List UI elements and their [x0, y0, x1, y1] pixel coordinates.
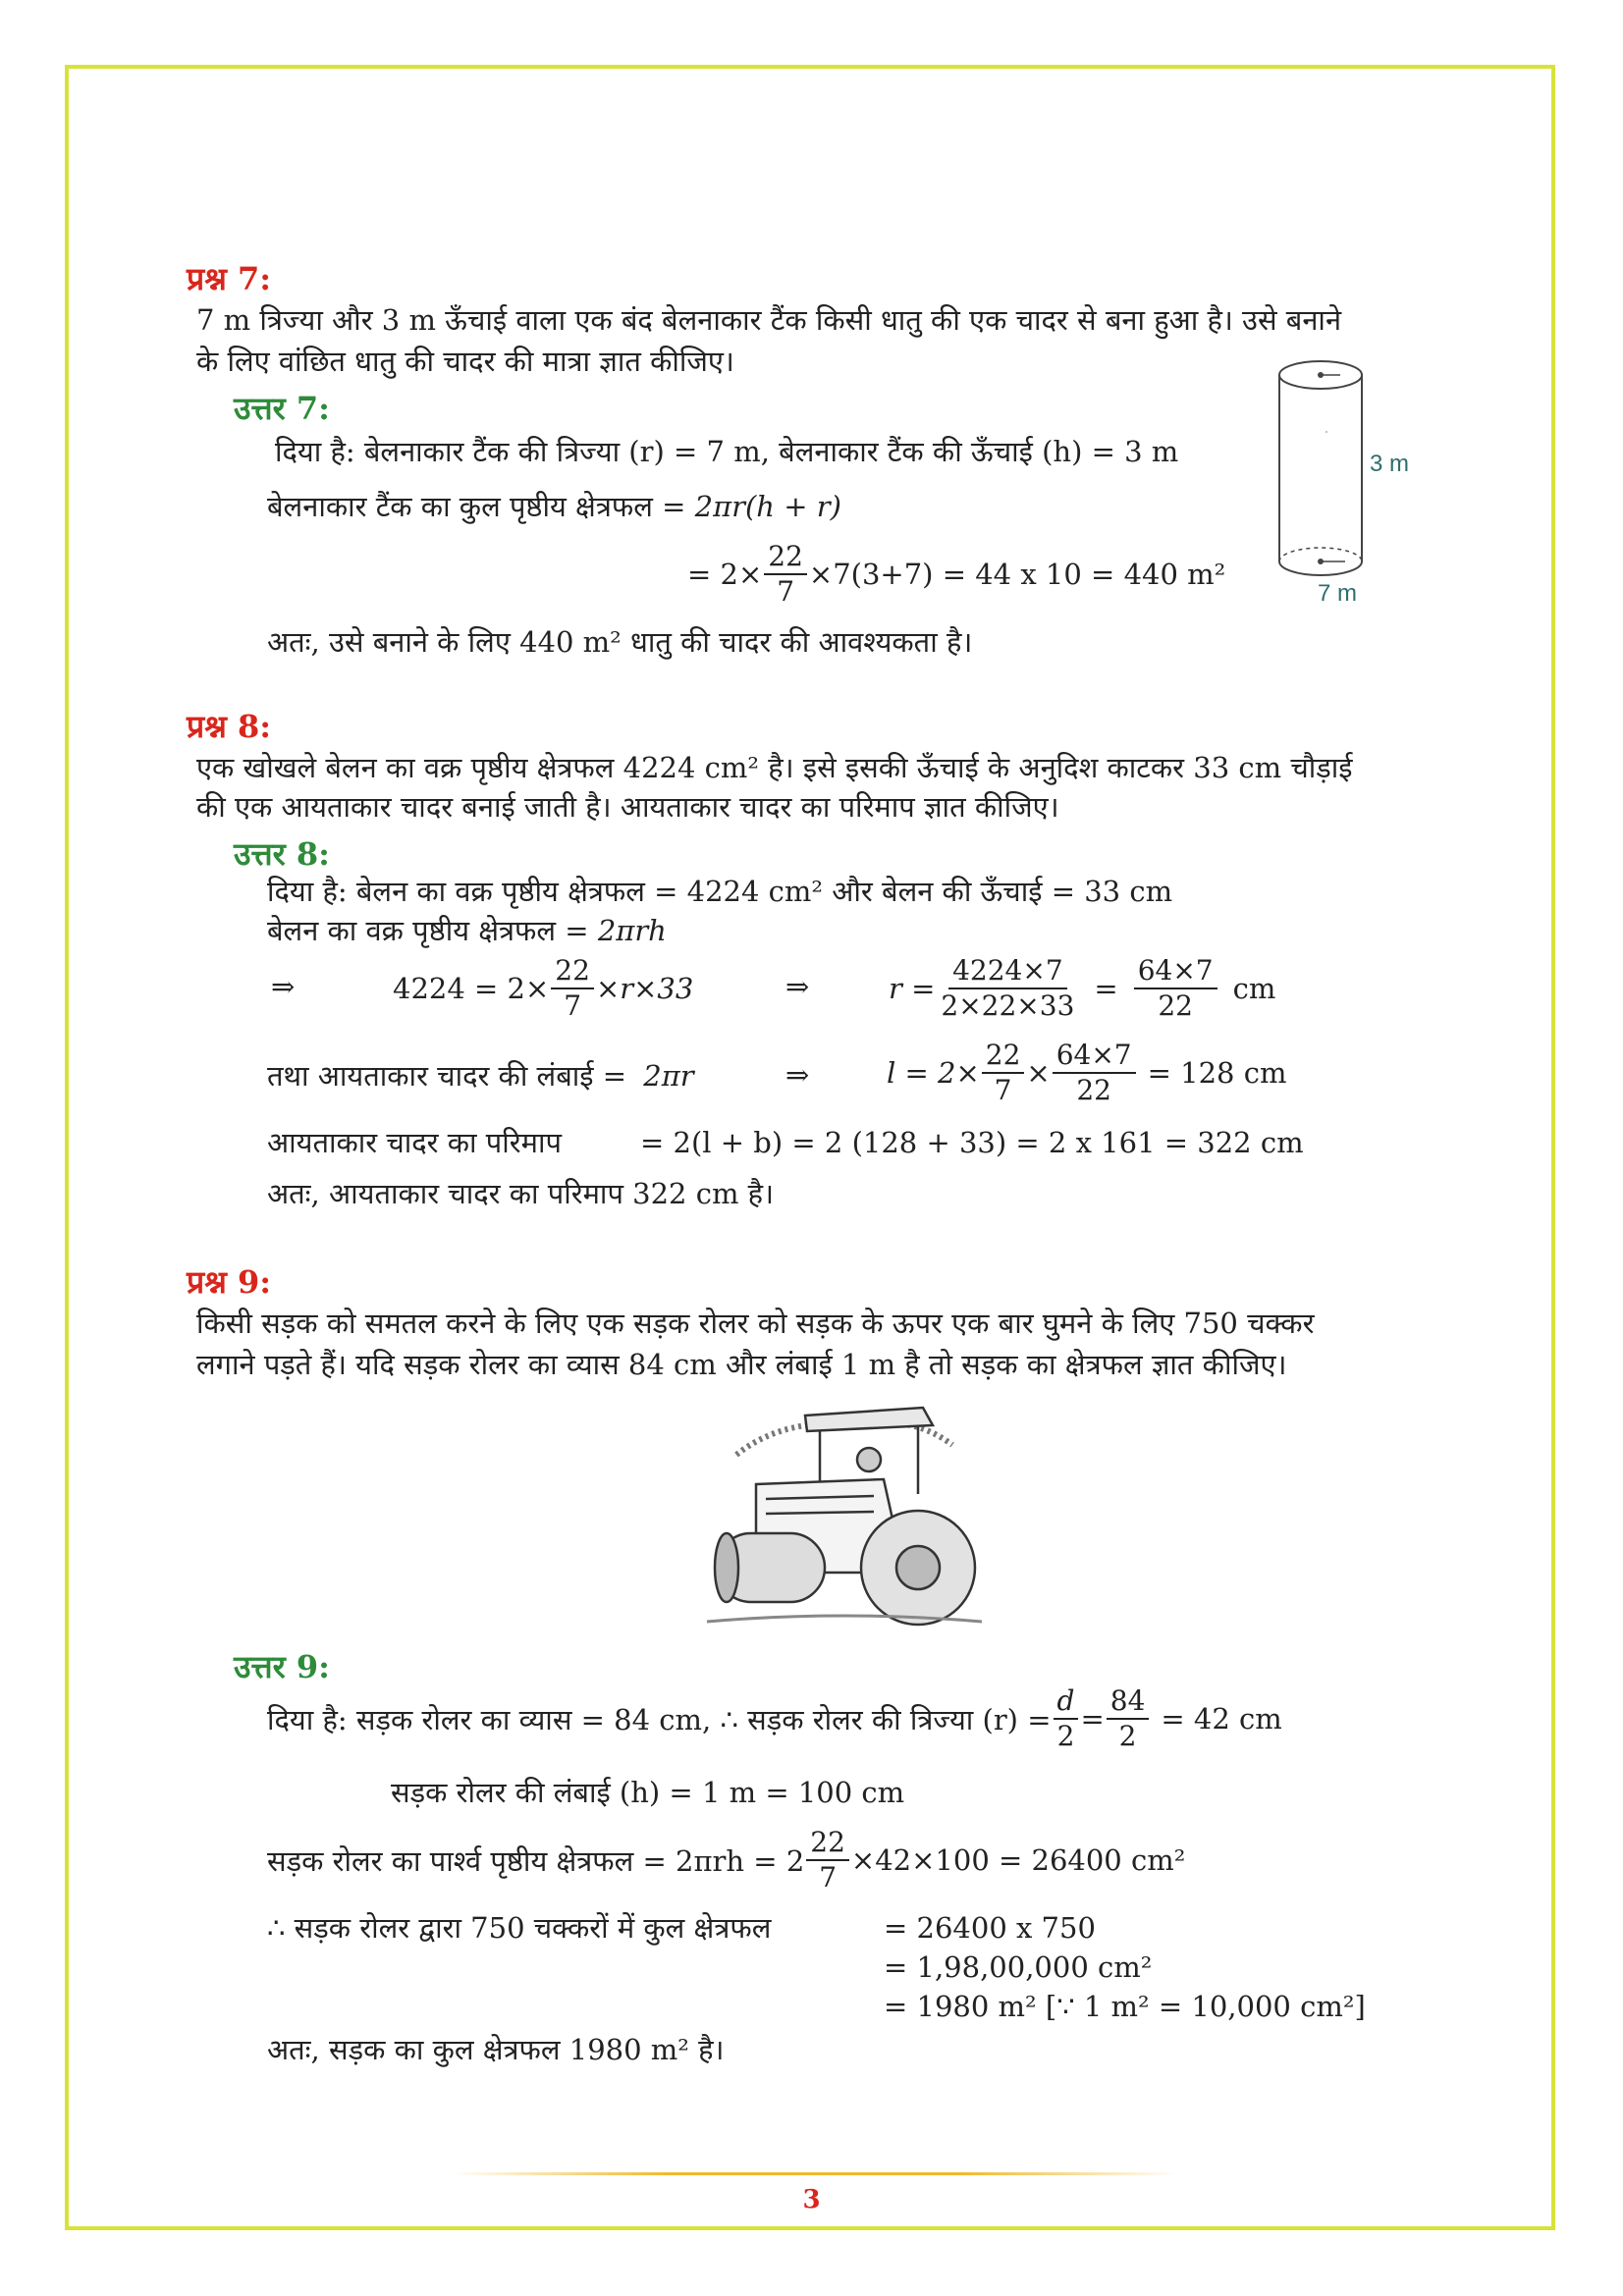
cylinder-height-label: 3 m [1370, 451, 1410, 477]
len-fraction-2 [1053, 1039, 1136, 1107]
question-9-title: प्रश्न 9: [187, 1263, 272, 1301]
answer-9-conclusion: अतः, सड़क का कुल क्षेत्रफल 1980 m² है। [267, 2033, 725, 2066]
fraction-denominator: 2×22×33 [941, 989, 1075, 1022]
eq1-post: ×r×33 [595, 972, 694, 1005]
answer-7-title: उत्तर 7: [234, 390, 330, 427]
roller-rear-wheel-hub [896, 1546, 940, 1589]
answer-7-formula-label: बेलनाकार टैंक का कुल पृष्ठीय क्षेत्रफल = [267, 490, 686, 523]
answer-9-given-row [267, 1684, 1282, 1753]
answer-7-formula-row [267, 487, 841, 526]
length-formula: 2πr [643, 1059, 694, 1093]
eq2-unit: cm [1232, 972, 1276, 1005]
eq1-fraction [551, 954, 594, 1023]
answer-8-length-calc [887, 1039, 1286, 1107]
fraction-numerator: 84 [1107, 1684, 1150, 1720]
given-post: = 42 cm [1161, 1702, 1282, 1735]
answer-9-total-label: ∴ सड़क रोलर द्वारा 750 चक्करों में कुल क्षेत्रफल [267, 1911, 772, 1945]
question-7-text-line1: 7 m त्रिज्या और 3 m ऊँचाई वाला एक बंद बेलनाकार टैंक किसी धातु की एक चादर से बना हुआ है। उसे बनाने [196, 303, 1342, 337]
question-7-title: प्रश्न 7: [187, 260, 272, 297]
answer-8-given: दिया है: बेलन का वक्र पृष्ठीय क्षेत्रफल = 4224 cm² और बेलन की ऊँचाई = 33 cm [267, 875, 1173, 908]
fraction-denominator: 7 [564, 989, 582, 1022]
footer-separator [452, 2172, 1178, 2175]
question-8-title: प्रश्न 8: [187, 708, 272, 745]
fraction-numerator: 64×7 [1134, 954, 1217, 989]
given-equals: = [1080, 1702, 1105, 1735]
fraction-denominator: 22 [1076, 1074, 1111, 1106]
eq1-pre: 4224 = 2× [393, 972, 550, 1005]
question-8-text-line2: की एक आयताकार चादर बनाई जाती है। आयताकार चादर का परिमाप ज्ञात कीजिए। [196, 790, 1059, 824]
cylinder-figure [1267, 353, 1453, 609]
answer-9-title: उत्तर 9: [234, 1648, 330, 1685]
answer-8-arrow-3: ⇒ [785, 1058, 810, 1092]
answer-9-length: सड़क रोलर की लंबाई (h) = 1 m = 100 cm [391, 1776, 905, 1809]
eq2-fraction-1 [937, 954, 1078, 1023]
answer-7-calc-pre: = 2× [687, 558, 763, 591]
answer-8-perimeter-calc: = 2(l + b) = 2 (128 + 33) = 2 x 161 = 322 cm [640, 1126, 1304, 1159]
answer-8-formula-label: बेलन का वक्र पृष्ठीय क्षेत्रफल = [267, 914, 589, 947]
fraction-denominator: 7 [777, 575, 795, 608]
answer-7-calc-post: ×7(3+7) = 44 x 10 = 440 m² [808, 558, 1226, 591]
fraction-numerator: 64×7 [1053, 1039, 1136, 1074]
page-number: 3 [802, 2185, 821, 2215]
roller-driver [857, 1448, 881, 1471]
fraction-denominator: 7 [819, 1861, 838, 1894]
fraction-numerator: 4224×7 [948, 954, 1067, 989]
question-9-text-line2: लगाने पड़ते हैं। यदि सड़क रोलर का व्यास 84 cm और लंबाई 1 m है तो सड़क का क्षेत्रफल ज्ञात कीजिए। [196, 1348, 1287, 1381]
len-post: = 128 cm [1147, 1056, 1287, 1090]
answer-8-length-row [267, 1056, 694, 1095]
answer-8-formula-row [267, 911, 667, 950]
lsa-fraction [806, 1826, 849, 1895]
len-fraction-1 [982, 1039, 1025, 1107]
lsa-post: ×42×100 = 26400 cm² [850, 1843, 1186, 1877]
fraction-denominator: 22 [1158, 989, 1193, 1022]
lsa-pre: सड़क रोलर का पार्श्व पृष्ठीय क्षेत्रफल = 2πrh = 2 [267, 1843, 805, 1878]
answer-9-total-1: = 26400 x 750 [884, 1911, 1096, 1945]
question-8-text-line1: एक खोखले बेलन का वक्र पृष्ठीय क्षेत्रफल 4224 cm² है। इसे इसकी ऊँचाई के अनुदिश काटकर 33 cm चौड़ाई [196, 751, 1353, 784]
answer-8-formula: 2πrh [597, 914, 667, 947]
fraction-numerator: 22 [982, 1039, 1025, 1074]
roller-front-drum-side [715, 1533, 738, 1602]
fraction-denominator: 7 [994, 1074, 1012, 1106]
question-9-text-line1: किसी सड़क को समतल करने के लिए एक सड़क रोलर को सड़क के ऊपर एक बार घुमने के लिए 750 चक्कर [196, 1307, 1315, 1340]
fraction-numerator: 22 [764, 540, 807, 575]
given-fraction-2 [1107, 1684, 1150, 1753]
answer-9-total-3: = 1980 m² [∵ 1 m² = 10,000 cm²] [884, 1990, 1366, 2023]
fraction-numerator: 22 [806, 1826, 849, 1861]
eq2-pre: r = [889, 972, 936, 1005]
fraction-denominator: 2 [1118, 1720, 1137, 1752]
fraction-denominator: 2 [1056, 1720, 1075, 1752]
cylinder-radius-label: 7 m [1318, 580, 1358, 607]
fraction-numerator: 22 [551, 954, 594, 989]
eq2-equals: = [1094, 972, 1118, 1005]
answer-8-eq2 [889, 954, 1275, 1023]
len-pre: l = 2× [887, 1056, 980, 1090]
answer-9-total-2: = 1,98,00,000 cm² [884, 1950, 1153, 1984]
answer-7-fraction [764, 540, 807, 609]
roller-canopy [805, 1408, 933, 1431]
len-mid: × [1026, 1056, 1051, 1090]
answer-9-lsa-row [267, 1826, 1185, 1895]
length-label: तथा आयताकार चादर की लंबाई = [267, 1059, 627, 1093]
road-roller-illustration [697, 1386, 992, 1641]
answer-7-conclusion: अतः, उसे बनाने के लिए 440 m² धातु की चादर की आवश्यकता है। [267, 625, 973, 659]
fraction-numerator: d [1054, 1684, 1079, 1720]
answer-8-arrow-2: ⇒ [785, 970, 810, 1003]
answer-8-arrow-1: ⇒ [271, 970, 296, 1003]
answer-7-given: दिया है: बेलनाकार टैंक की त्रिज्या (r) = 7 m, बेलनाकार टैंक की ऊँचाई (h) = 3 m [275, 435, 1179, 468]
given-pre: दिया है: सड़क रोलर का व्यास = 84 cm, ∴ सड़क रोलर की त्रिज्या (r) = [267, 1702, 1052, 1736]
answer-7-formula: 2πr(h + r) [694, 490, 841, 523]
answer-8-perimeter-label: आयताकार चादर का परिमाप [267, 1126, 562, 1159]
answer-8-title: उत्तर 8: [234, 835, 330, 873]
question-7-text-line2: के लिए वांछित धातु की चादर की मात्रा ज्ञात कीजिए। [196, 345, 734, 378]
answer-8-conclusion: अतः, आयताकार चादर का परिमाप 322 cm है। [267, 1177, 775, 1210]
answer-7-calc-row [687, 540, 1225, 609]
given-fraction-1 [1054, 1684, 1079, 1753]
eq2-fraction-2 [1134, 954, 1217, 1023]
answer-8-eq1 [393, 954, 693, 1023]
